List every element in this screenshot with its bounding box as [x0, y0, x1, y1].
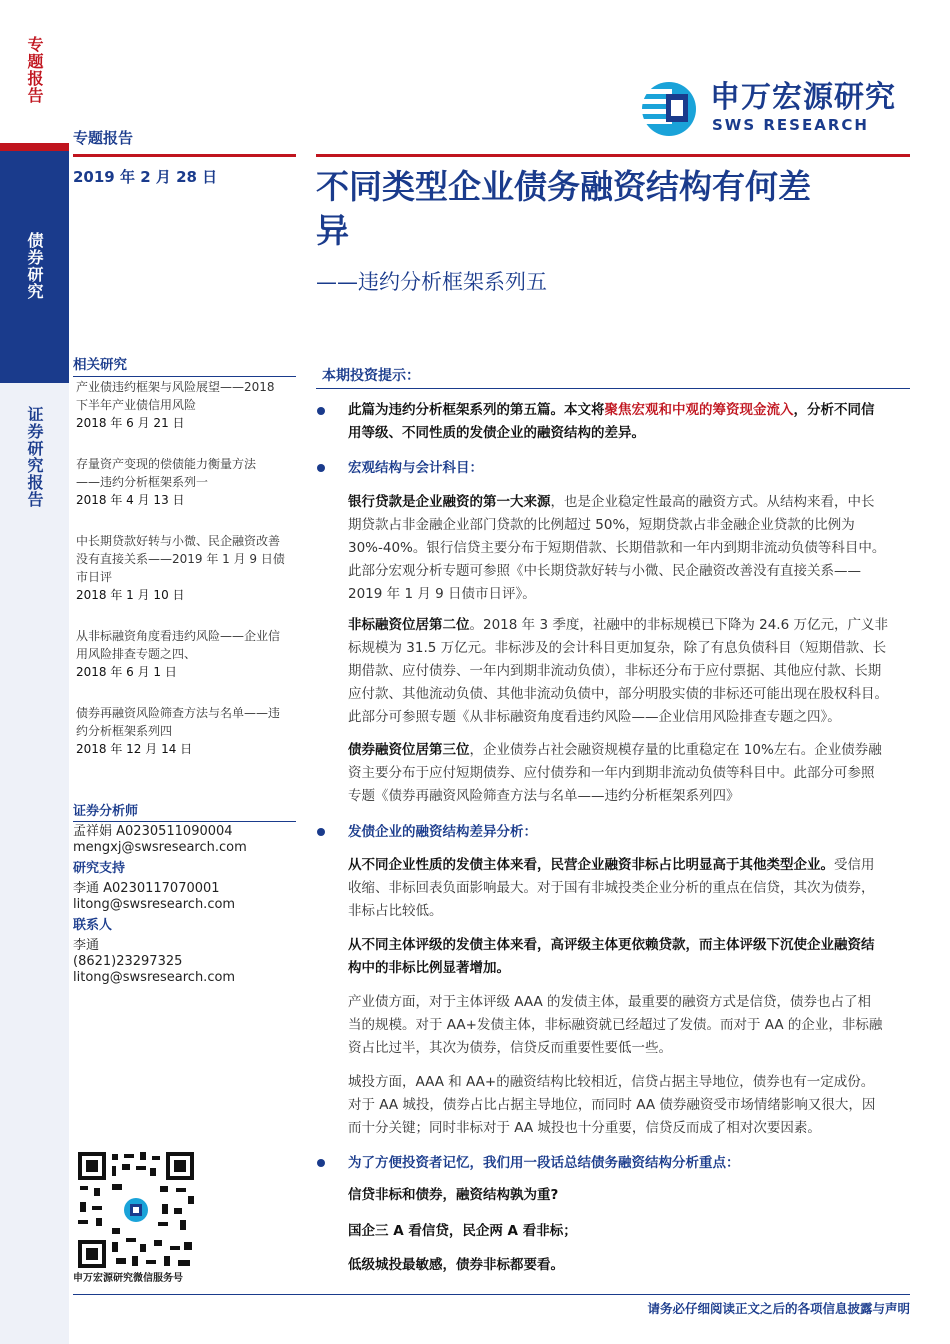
contact-email[interactable]: litong@swsresearch.com [73, 970, 236, 985]
nature-text: 受信用 [834, 857, 875, 873]
support-email[interactable]: litong@swsresearch.com [73, 897, 236, 912]
nonstandard-text: 此部分可参照专题《从非标融资角度看违约风险——企业信用风险排查专题之四》。 [348, 709, 841, 725]
sws-logo-icon [640, 80, 702, 138]
header-rule-red-main [316, 154, 910, 157]
bank-loan-text: 2019 年 1 月 9 日债市日评》。 [348, 586, 536, 602]
bullet-icon [317, 464, 325, 472]
summary-line-3: 低级城投最敏感，债券非标都要看。 [348, 1257, 564, 1273]
contact-phone: (8621)23297325 [73, 954, 183, 969]
related-item[interactable] [76, 455, 294, 509]
bullet-icon [317, 1159, 325, 1167]
bond-text: 资主要分布于应付短期债券、应付债券和一年内到期非流动负债等科目中。此部分可参照 [348, 765, 875, 781]
summary-line-2: 国企三 A 看信贷，民企两 A 看非标； [348, 1223, 577, 1239]
bank-loan-lead: 银行贷款是企业融资的第一大来源 [348, 494, 551, 510]
related-heading: 相关研究 [73, 357, 127, 373]
bond-text: ，企业债券占社会融资规模存量的比重稳定在 10%左右。企业债券融 [469, 742, 882, 758]
lgfv-text: 城投方面，AAA 和 AA+的融资结构比较相近，信贷占据主导地位，债券也有一定成份。 [348, 1074, 875, 1090]
bank-loan-paragraph [348, 491, 910, 606]
lgfv-paragraph [348, 1071, 910, 1140]
nature-text: 收缩、非标回表负面影响最大。对于国有非城投类企业分析的重点在信贷，其次为债券， [348, 880, 875, 896]
related-item-title: 债券再融资风险筛查方法与名单——违 [76, 706, 281, 720]
bond-paragraph [348, 739, 910, 808]
bond-text: 专题《债券再融资风险筛查方法与名单——违约分析框架系列四》 [348, 788, 740, 804]
report-type-label: 专题报告 [73, 129, 134, 147]
related-item-title: ——违约分析框架系列一 [76, 475, 209, 489]
related-item[interactable] [76, 532, 294, 604]
brand-name-cn: 申万宏源研究 [710, 80, 896, 115]
related-item-title: 没有直接关系——2019 年 1 月 9 日债 [76, 552, 285, 566]
summary-line-1: 信贷非标和债券，融资结构孰为重? [348, 1187, 559, 1203]
nature-lead: 从不同企业性质的发债主体来看，民营企业融资非标占比明显高于其他类型企业。 [348, 857, 834, 873]
footer-disclaimer: 请务必仔细阅读正文之后的各项信息披露与声明 [647, 1301, 910, 1316]
related-item-date: 2018 年 1 月 10 日 [76, 588, 185, 602]
intro-text: ，分析不同信 [793, 402, 875, 418]
bullet-icon [317, 407, 325, 415]
intro-text: 此篇为违约分析框架系列的第五篇。本文将 [348, 402, 605, 418]
brand-name-en: SWS RESEARCH [712, 116, 869, 134]
sidebar-label-securities: 证券研究报告 [25, 406, 44, 508]
bank-loan-text: 此部分宏观分析专题可参照《中长期贷款好转与小微、民企融资改善没有直接关系—— [348, 563, 861, 579]
related-item-title: 中长期贷款好转与小微、民企融资改善 [76, 534, 281, 548]
lgfv-text: 而十分关键；同时非标对于 AA 城投也十分重要，信贷反而成了相对次要因素。 [348, 1120, 821, 1136]
sidebar-label-topic: 专题报告 [25, 36, 44, 104]
industry-paragraph [348, 991, 910, 1060]
bank-loan-text: 30%-40%。银行信贷主要分布于短期借款、长期借款和一年内到期非流动负债等科目中。 [348, 540, 886, 556]
nature-text: 非标占比较低。 [348, 903, 443, 919]
nonstandard-text: 。2018 年 3 季度，社融中的非标规模已下降为 24.6 万亿元，广义非 [469, 617, 888, 633]
industry-text: 当的规模。对于 AA+发债主体，非标融资就已经超过了发债。而对于 AA 的企业，非标融 [348, 1017, 883, 1033]
rating-paragraph [348, 934, 910, 980]
related-item-title: 从非标融资角度看违约风险——企业信 [76, 629, 281, 643]
related-item-title: 用风险排查专题之四、 [76, 647, 197, 661]
nonstandard-text: 标规模为 31.5 万亿元。非标涉及的会计科目更加复杂，除了有息负债科目（短期借款、长 [348, 640, 887, 656]
header-rule-red [73, 154, 296, 157]
section-rule [316, 388, 910, 389]
analyst-heading: 证券分析师 [73, 804, 139, 819]
contact-rule [73, 821, 296, 822]
related-rule [73, 376, 296, 377]
related-item-date: 2018 年 12 月 14 日 [76, 742, 193, 756]
related-item[interactable] [76, 627, 294, 681]
report-date: 2019 年 2 月 28 日 [73, 168, 218, 186]
qr-code [76, 1150, 196, 1270]
support-heading: 研究支持 [73, 861, 126, 876]
macro-heading: 宏观结构与会计科目： [348, 460, 483, 476]
difference-heading: 发债企业的融资结构差异分析： [348, 824, 537, 840]
related-item[interactable] [76, 378, 294, 432]
qr-code-icon [76, 1150, 196, 1270]
qr-caption: 申万宏源研究微信服务号 [73, 1273, 183, 1284]
related-item-title: 下半年产业债信用风险 [76, 398, 197, 412]
related-item-date: 2018 年 6 月 21 日 [76, 416, 185, 430]
related-item-title: 产业债违约框架与风险展望——2018 [76, 380, 275, 394]
analyst-email[interactable]: mengxj@swsresearch.com [73, 840, 247, 855]
intro-paragraph [348, 399, 910, 445]
bond-lead: 债券融资位居第三位 [348, 742, 470, 758]
industry-text: 产业债方面，对于主体评级 AAA 的发债主体，最重要的融资方式是信贷，债券也占了相 [348, 994, 872, 1010]
lgfv-text: 对于 AA 城投，债券占比占据主导地位，而同时 AA 债券融资受市场情绪影响又很大，因 [348, 1097, 876, 1113]
sidebar-red-bar [0, 143, 69, 151]
related-item[interactable] [76, 704, 294, 758]
report-title-line2: 异 [316, 211, 349, 250]
rating-text: 构中的非标比例显著增加。 [348, 960, 510, 976]
related-item-date: 2018 年 6 月 1 日 [76, 665, 177, 679]
nonstandard-lead: 非标融资位居第二位 [348, 617, 470, 633]
sidebar-tab-white [0, 383, 69, 1344]
nonstandard-paragraph [348, 614, 910, 729]
summary-heading: 为了方便投资者记忆，我们用一段话总结债务融资结构分析重点： [348, 1155, 740, 1171]
intro-highlight: 聚焦宏观和中观的筹资现金流入 [604, 402, 794, 418]
contact-heading: 联系人 [73, 918, 113, 933]
bank-loan-text: ，也是企业稳定性最高的融资方式。从结构来看，中长 [550, 494, 875, 510]
related-item-title: 存量资产变现的偿债能力衡量方法 [76, 457, 257, 471]
report-subtitle: ——违约分析框架系列五 [316, 270, 547, 294]
contact-name: 李通 [73, 938, 100, 953]
report-title-line1: 不同类型企业债务融资结构有何差 [316, 167, 811, 206]
sidebar-label-bond: 债券研究 [25, 232, 44, 300]
support-name: 李通 A0230117070001 [73, 881, 220, 896]
nonstandard-text: 期借款、应付债券、一年内到期非流动负债），非标还分布于应付票据、其他应付款、长期 [348, 663, 882, 679]
rating-text: 从不同主体评级的发债主体来看，高评级主体更依赖贷款，而主体评级下沉使企业融资结 [348, 937, 875, 953]
nature-paragraph [348, 854, 910, 923]
bank-loan-text: 期贷款占非金融企业部门贷款的比例超过 50%，短期贷款占非金融企业贷款的比例为 [348, 517, 855, 533]
related-item-date: 2018 年 4 月 13 日 [76, 493, 185, 507]
related-item-title: 市日评 [76, 570, 113, 584]
bullet-icon [317, 828, 325, 836]
related-item-title: 约分析框架系列四 [76, 724, 173, 738]
brand-logo [640, 80, 910, 138]
nonstandard-text: 应付款、其他流动负债、其他非流动负债中，部分明股实债的非标还可能出现在股权科目。 [348, 686, 888, 702]
footer-rule [73, 1294, 910, 1295]
industry-text: 资占比过半，其次为债券，信贷反而重要性要低一些。 [348, 1040, 672, 1056]
intro-text: 用等级、不同性质的发债企业的融资结构的差异。 [348, 425, 645, 441]
section-title: 本期投资提示： [322, 368, 420, 384]
analyst-name: 孟祥娟 A0230511090004 [73, 824, 233, 839]
